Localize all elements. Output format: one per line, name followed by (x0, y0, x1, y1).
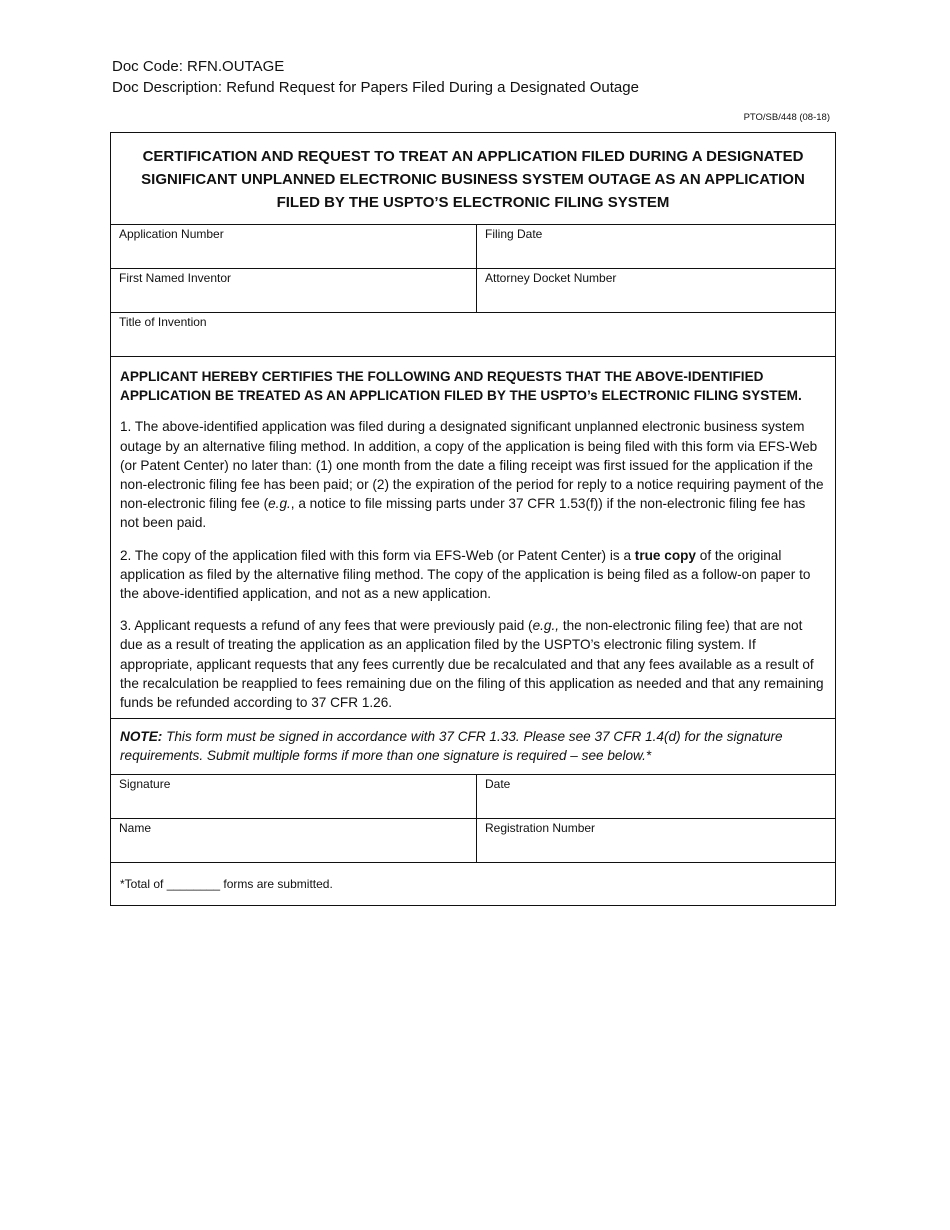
doc-code: Doc Code: RFN.OUTAGE (112, 58, 285, 75)
date-field[interactable] (477, 775, 835, 818)
certification-heading: APPLICANT HEREBY CERTIFIES THE FOLLOWING AND REQUESTS THAT THE ABOVE-IDENTIFIED APPLICATION BE TREATED AS AN APPLICATION FILED BY THE USPTO’s ELECTRONIC FILING SYSTEM. (120, 369, 802, 404)
signature-row (111, 775, 835, 819)
application-row (111, 225, 835, 269)
application-number-label: Application Number (119, 227, 224, 241)
name-label: Name (119, 820, 152, 835)
note-label: NOTE: (120, 729, 163, 745)
signature-field[interactable] (111, 775, 477, 818)
application-number-field[interactable] (111, 225, 477, 268)
filing-date-label: Filing Date (485, 227, 543, 241)
certification-form (110, 132, 836, 906)
form-title: CERTIFICATION AND REQUEST TO TREAT AN APPLICATION FILED DURING A DESIGNATED SIGNIFICANT UNPLANNED ELECTRONIC BUSINESS SYSTEM OUTAGE AS AN APPLICATION FILED BY THE USPTO’S ELECTRONIC FILING SYSTEM (111, 133, 835, 225)
title-row (111, 313, 835, 357)
title-of-invention-label: Title of Invention (119, 315, 207, 329)
total-forms-line: *Total of ________ forms are submitted. (120, 876, 333, 891)
signature-label: Signature (119, 776, 171, 791)
note-text: This form must be signed in accordance with 37 CFR 1.33. Please see 37 CFR 1.4(d) for the signature requirements. Submit multiple forms if more than one signature is required – see below.* (120, 729, 783, 764)
name-field[interactable] (111, 819, 477, 862)
document-header (112, 56, 639, 98)
registration-number-label: Registration Number (485, 820, 596, 835)
name-row (111, 819, 835, 863)
first-named-inventor-label: First Named Inventor (119, 271, 232, 285)
attorney-docket-number-field[interactable] (477, 269, 835, 312)
date-label: Date (485, 776, 511, 791)
certification-item-2: 2. The copy of the application filed with this form via EFS-Web (or Patent Center) is a true copy of the original application as filed by the alternative filing method. The copy of the application is being filed as a follow-on paper to the above-identified application, and not as a new application. (120, 547, 811, 602)
registration-number-field[interactable] (477, 819, 835, 862)
inventor-row (111, 269, 835, 313)
certification-item-1: 1. The above-identified application was filed during a designated significant unplanned electronic business system outage by an alternative filing method. In addition, a copy of the application is being filed with this form via EFS-Web (or Patent Center) no later than: (1) one month from the date a filing receipt was first issued for the application if the non-electronic filing fee has been paid; or (2) the expiration of the period for reply to a notice requiring payment of the non-electronic filing fee (e.g., a notice to file missing parts under 37 CFR 1.53(f)) if the non-electronic filing fee has not been paid. (120, 419, 824, 531)
attorney-docket-number-label: Attorney Docket Number (485, 271, 617, 285)
title-of-invention-field[interactable] (111, 313, 835, 356)
signature-note (111, 719, 835, 774)
form-number: PTO/SB/448 (08-18) (743, 112, 830, 123)
first-named-inventor-field[interactable] (111, 269, 477, 312)
certification-item-3: 3. Applicant requests a refund of any fees that were previously paid (e.g., the non-electronic filing fee) that are not due as a result of treating the application as an application filed by the USPTO’s electronic filing system. If appropriate, applicant requests that any fees currently due be recalculated and that any fees available as a result of the recalculation be reapplied to fees remaining due on the filing of this application as needed and that any remaining funds be refunded according to 37 CFR 1.26. (120, 618, 824, 711)
doc-description: Doc Description: Refund Request for Papers Filed During a Designated Outage (112, 79, 639, 96)
certification-body (111, 357, 835, 719)
filing-date-field[interactable] (477, 225, 835, 268)
